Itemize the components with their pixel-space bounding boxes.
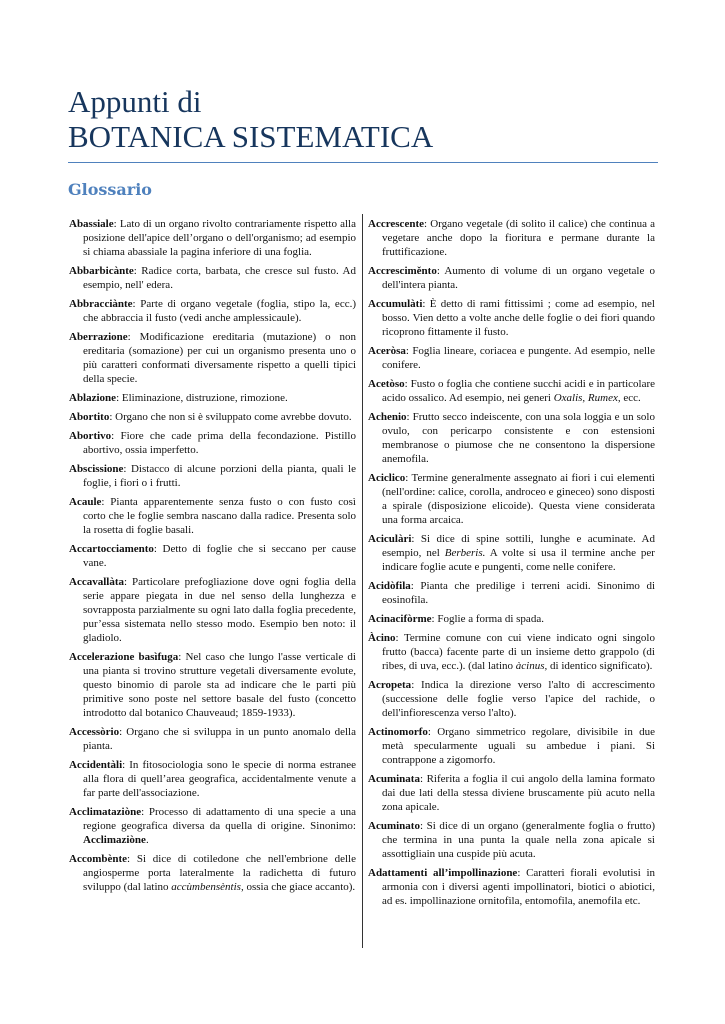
glossary-entry [69, 725, 356, 753]
glossary-entry [69, 575, 356, 645]
glossary-entry [368, 819, 655, 861]
glossary-term: Accombènte [69, 853, 128, 865]
glossary-term: Accidentàli [69, 759, 123, 771]
glossary-term: Acuminato [368, 820, 420, 832]
glossary-term: Accelerazione basìfuga [69, 651, 179, 663]
glossary-entry [368, 297, 655, 339]
glossary-term: Aceròsa [368, 345, 406, 357]
italic-term: accùmbensèntis, [171, 881, 244, 893]
glossary-term: Acclimataziòne [69, 806, 142, 818]
glossary-definition: : Si dice di spine sottili, lunghe e acuminate. Ad esempio, nel [382, 533, 655, 559]
glossary-entry [69, 410, 356, 424]
glossary-entry [69, 330, 356, 386]
glossary-definition: : Organo che non si è sviluppato come avrebbe dovuto. [109, 411, 352, 423]
glossary-entry [69, 297, 356, 325]
glossary-term: Acaule [69, 496, 102, 508]
glossary-definition: : Foglia lineare, coriacea e pungente. Ad esempio, nelle conifere. [382, 345, 655, 371]
glossary-entry [368, 532, 655, 574]
title-divider [68, 162, 658, 163]
glossary-term: Accumulàti [368, 298, 423, 310]
glossary-term: Achenio [368, 411, 407, 423]
glossary-entry [69, 391, 356, 405]
glossary-term: Abbarbicànte [69, 265, 134, 277]
italic-term: Berberis. [444, 547, 486, 559]
glossary-term: Acetòso [368, 378, 405, 390]
title-line-1: Appunti di [68, 84, 202, 119]
glossary-term: Abassiale [69, 218, 114, 230]
glossary-definition: : Aumento di volume di un organo vegetale o dell'intera pianta. [382, 265, 655, 291]
glossary-definition: : Pianta apparentemente senza fusto o con fusto così corto che le foglie sembra nascano dalla radice. Presenta solo la rosetta di foglie basali. [83, 496, 356, 536]
glossary-definition: : Processo di adattamento di una specie a una regione geografica diversa da quella di origine. Sinonimo: [83, 806, 356, 832]
glossary-entry [368, 678, 655, 720]
glossary-entry [368, 612, 655, 626]
glossary-term: Abscissione [69, 463, 124, 475]
glossary-definition: : Eliminazione, distruzione, rimozione. [116, 392, 288, 404]
glossary-entry [368, 579, 655, 607]
glossary-term: Àcino [368, 632, 396, 644]
glossary-definition: : Si dice di cotiledone che nell'embrione delle angiosperme porta lateralmente la radichetta di futuro sviluppo (dal latino [83, 853, 356, 893]
glossary-term: Abortivo [69, 430, 112, 442]
glossary-entry [368, 866, 655, 908]
title-line-2: BOTANICA SISTEMATICA [68, 119, 434, 154]
glossary-entry [368, 725, 655, 767]
glossary-definition: : È detto di rami fittissimi ; come ad esempio, nel bosso. Vien detto a volte anche delle foglie o dei fiori quando ricoprono fittamente il fusto. [382, 298, 655, 338]
glossary-definition: : Organo che si sviluppa in un punto anomalo della pianta. [83, 726, 356, 752]
definition-tail: di identico significato). [547, 660, 653, 672]
glossary-entry [69, 758, 356, 800]
glossary-entry [368, 410, 655, 466]
glossary-term: Accresciměnto [368, 265, 437, 277]
glossary-term: Acuminata [368, 773, 420, 785]
glossary-definition: : Foglie a forma di spada. [431, 613, 544, 625]
glossary-definition: : Termine generalmente assegnato ai fiori i cui elementi (nell'ordine: calice, corolla, androceo e gineceo) sono disposti a spirale (disposizione elicoide). Questa viene considerata una forma arcaica. [382, 472, 655, 526]
section-heading: Glossario [68, 180, 152, 199]
glossary-entry [69, 217, 356, 259]
glossary-term: Aciclico [368, 472, 406, 484]
glossary-definition: : Modificazione ereditaria (mutazione) o non ereditaria (somazione) per cui un organismo presenta uno o più caratteri conformati diversamente rispetto a quelli tipici della specie. [83, 331, 356, 385]
glossary-entry [368, 344, 655, 372]
glossary-right-column [368, 217, 655, 913]
glossary-entry [69, 264, 356, 292]
italic-term: àcinus, [515, 660, 548, 672]
glossary-term: Actinomorfo [368, 726, 428, 738]
column-divider [362, 214, 363, 948]
glossary-term: Aberrazione [69, 331, 128, 343]
glossary-definition: : Lato di un organo rivolto contrariamente rispetto alla posizione dell'apice dell’organo o dell'organismo; ad esempio si chiama abassiale la pagina inferiore di una foglia. [83, 218, 356, 258]
glossary-entry [368, 631, 655, 673]
glossary-definition: : Pianta che predilige i terreni acidi. Sinonimo di eosinofila. [382, 580, 655, 606]
glossary-definition: : Termine comune con cui viene indicato ogni singolo frutto (bacca) facente parte di un insieme detto grappolo (di ribes, di uva, ecc.). (dal latino [382, 632, 655, 672]
glossary-definition: : In fitosociologia sono le specie di norma estranee alla flora di quell’area geografica, accidentalmente venute a far parte dell'associazione. [83, 759, 356, 799]
definition-tail: ossia che giace accanto). [243, 881, 356, 893]
glossary-definition: : Indica la direzione verso l'alto di accrescimento (successione delle foglie verso l'apice del rachide, o dell'infiorescenza verso l'alto). [382, 679, 655, 719]
glossary-definition: : Detto di foglie che si seccano per cause vane. [83, 543, 356, 569]
glossary-entry [368, 772, 655, 814]
definition-tail: . [145, 834, 149, 846]
glossary-entry [69, 495, 356, 537]
glossary-definition: : Riferita a foglia il cui angolo della lamina formato dai due lati della stessa diviene bruscamente più acuto nella zona apicale. [382, 773, 655, 813]
glossary-term: Accrescente [368, 218, 424, 230]
synonym-term: Acclimaziòne [83, 834, 146, 846]
glossary-definition: : Radice corta, barbata, che cresce sul fusto. Ad esempio, nell' edera. [83, 265, 356, 291]
glossary-entry [368, 377, 655, 405]
glossary-term: Ablazione [69, 392, 117, 404]
glossary-definition: : Fusto o foglia che contiene succhi acidi e in particolare acido ossalico. Ad esempio, nei generi [382, 378, 655, 404]
glossary-definition: : Organo simmetrico regolare, divisibile in due metà specularmente uguali su ambedue i piani. Si contrappone a zigomorfo. [382, 726, 655, 766]
glossary-definition: : Parte di organo vegetale (foglia, stipo la, ecc.) che abbraccia il fusto (vedi anche amplessicaule). [83, 298, 356, 324]
glossary-entry [69, 852, 356, 894]
glossary-term: Acidòfila [368, 580, 411, 592]
glossary-term: Abbracciànte [69, 298, 133, 310]
glossary-entry [368, 264, 655, 292]
definition-tail: ecc. [620, 392, 641, 404]
page-title [68, 84, 433, 154]
glossary-entry [368, 217, 655, 259]
glossary-definition: : Distacco di alcune porzioni della pianta, quali le foglie, i fiori o i frutti. [83, 463, 356, 489]
glossary-entry [69, 542, 356, 570]
glossary-left-column [69, 217, 356, 899]
glossary-entry [69, 462, 356, 490]
glossary-term: Acinacifòrme [368, 613, 432, 625]
glossary-definition: : Organo vegetale (di solito il calice) che continua a vegetare anche dopo la fioritura e permane durante la fruttificazione. [382, 218, 655, 258]
glossary-term: Adattamenti all’impollinazione [368, 867, 518, 879]
italic-term: Oxalis, Rumex, [553, 392, 621, 404]
glossary-entry [69, 805, 356, 847]
glossary-term: Accavallàta [69, 576, 124, 588]
glossary-entry [69, 429, 356, 457]
glossary-entry [368, 471, 655, 527]
glossary-term: Acropeta [368, 679, 412, 691]
glossary-term: Accessòrio [69, 726, 120, 738]
glossary-definition: : Caratteri fiorali evolutisi in armonia con i diversi agenti impollinatori, biotici o abiotici, ad es. impollinazione ornitofila, entomofila, anemofila etc. [382, 867, 656, 907]
glossary-definition: : Frutto secco indeiscente, con una sola loggia e un solo ovulo, con pericarpo consistente e con estensioni membranose o piumose che ne consentono la dispersione anemofila. [382, 411, 655, 465]
glossary-term: Abortito [69, 411, 110, 423]
glossary-definition: : Particolare prefogliazione dove ogni foglia della serie appare piegata in due nel senso della lunghezza e sovrapposta parzialmente su ogni lato dalla foglia precedente, pur’essa sistemata nello stesso modo. Esempio ben noto: il gladiolo. [83, 576, 356, 644]
definition-tail: A volte si usa il termine anche per indicare foglie acute e pungenti, come nelle conifere. [382, 547, 655, 573]
glossary-definition: : Si dice di un organo (generalmente foglia o frutto) che termina in una punta la quale nella zona apicale si assottigliain una cuspide più acuta. [382, 820, 655, 860]
glossary-term: Accartocciamento [69, 543, 154, 555]
glossary-definition: : Fiore che cade prima della fecondazione. Pistillo abortivo, ossia imperfetto. [83, 430, 356, 456]
glossary-definition: : Nel caso che lungo l'asse verticale di una pianta si trovino strutture vegetali diversamente evolute, questo binomio di parole sta ad indicare che le parti più primitive sono poste nel settore basale del fusto (concetto introdotto dal botanico Chauveaud; 1859-1933). [83, 651, 356, 719]
glossary-entry [69, 650, 356, 720]
glossary-term: Aciculàri [368, 533, 412, 545]
